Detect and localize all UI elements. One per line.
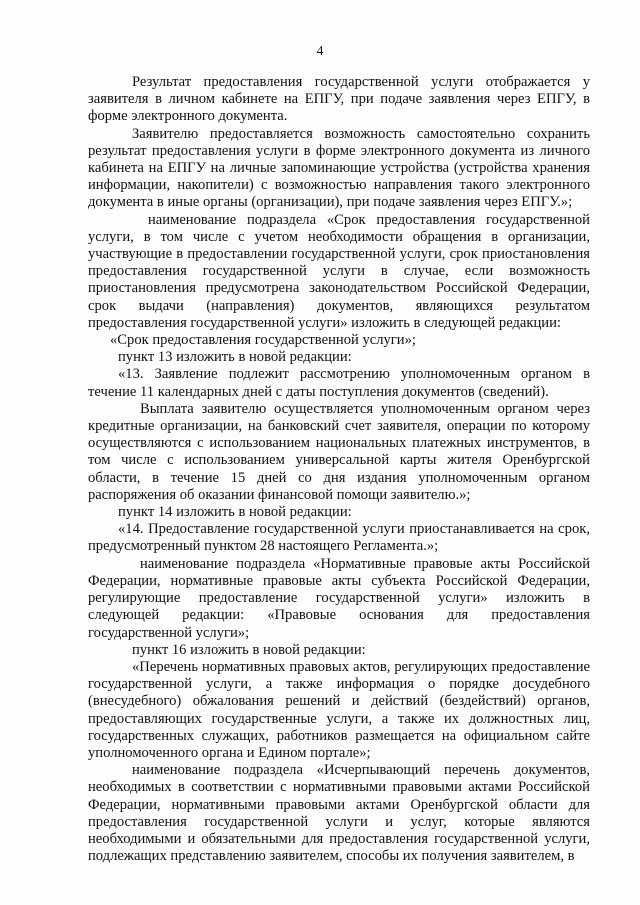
document-body: [88, 74, 590, 865]
paragraph-term-title: «Срок предоставления государственной услуги»;: [110, 332, 416, 349]
paragraph-payment: Выплата заявителю осуществляется уполномоченным органом через кредитные организации, на банковский счет заявителя, операции по которому осуществляются с использованием национальных платежных инструментов, в том числе с использованием универсальной карты жителя Оренбургской области, в течение 15 дней со дня издания уполномоченным органом распоряжения об оказании финансовой помощи заявителю.»;: [88, 400, 590, 503]
paragraph-result-display: Результат предоставления государственной услуги отображается у заявителя в личном кабинете на ЕПГУ, при подаче заявления через ЕПГУ, в форме электронного документа.: [88, 74, 590, 125]
paragraph-item-13: «13. Заявление подлежит рассмотрению уполномоченным органом в течение 11 календарных дней с даты поступления документов (сведений).: [88, 366, 590, 400]
paragraph-item-13-intro: пункт 13 изложить в новой редакции:: [118, 349, 352, 366]
page-number: 4: [316, 44, 324, 59]
paragraph-subsection-normative: наименование подраздела «Нормативные правовые акты Российской Федерации, нормативные правовые акты субъекта Российской Федерации, регулирующие предоставление государственной услуги» изложить в следующей редакции: «Правовые основания для предоставления государственной услуги»;: [88, 555, 590, 641]
paragraph-item-16-intro: пункт 16 изложить в новой редакции:: [132, 641, 366, 658]
paragraph-item-14: «14. Предоставление государственной услуги приостанавливается на срок, предусмотренный пунктом 28 настоящего Регламента.»;: [88, 521, 590, 555]
paragraph-item-14-intro: пункт 14 изложить в новой редакции:: [118, 504, 352, 521]
paragraph-subsection-term: наименование подраздела «Срок предоставления государственной услуги, в том числе с учетом необходимости обращения в организации, участвующие в предоставлении государственной услуги, срок приостановления предоставления государственной услуги в случае, если возможность приостановления предусмотрена законодательством Российской Федерации, срок выдачи (направления) документов, являющихся результатом предоставления государственной услуги» изложить в следующей редакции:: [88, 211, 590, 331]
paragraph-subsection-documents: наименование подраздела «Исчерпывающий перечень документов, необходимых в соответствии с нормативными правовыми актами Российской Федерации, нормативными правовыми актами Оренбургской области для предоставления государственной услуги и услуг, которые являются необходимыми и обязательными для предоставления государственной услуги, подлежащих представлению заявителем, способы их получения заявителем, в: [88, 762, 590, 865]
paragraph-save-result: Заявителю предоставляется возможность самостоятельно сохранить результат предоставления услуги в форме электронного документа из личного кабинета на ЕПГУ на личные запоминающие устройства (устройства хранения информации, накопители) с возможностью направления такого электронного документа в иные органы (организации), при подаче заявления через ЕПГУ.»;: [88, 125, 590, 211]
paragraph-item-16: «Перечень нормативных правовых актов, регулирующих предоставление государственной услуги, а также информация о порядке досудебного (внесудебного) обжалования решений и действий (бездействий) органов, предоставляющих государственные услуги, а также их должностных лиц, государственных служащих, работников размещается на официальном сайте уполномоченного органа и Едином портале»;: [88, 658, 590, 761]
